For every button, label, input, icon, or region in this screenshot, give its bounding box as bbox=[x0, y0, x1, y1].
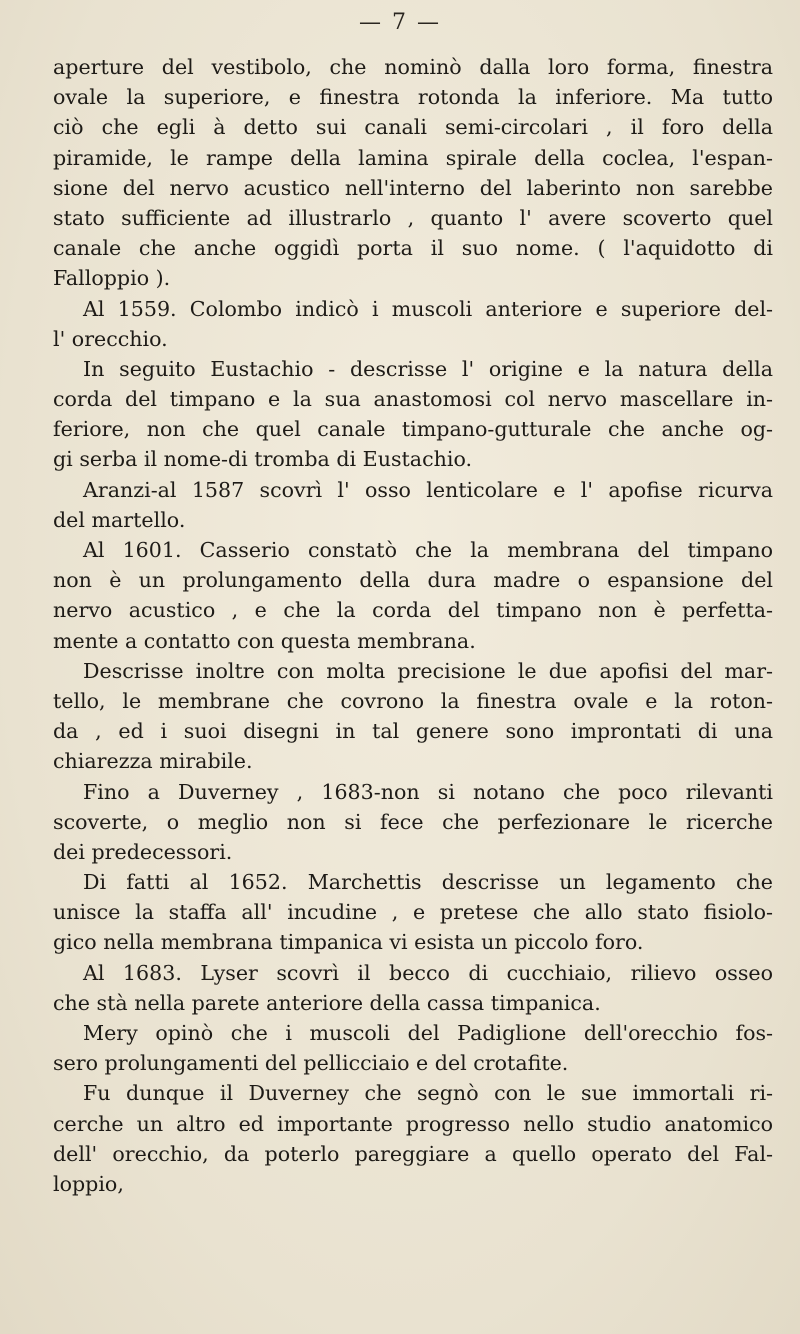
text-line: che stà nella parete anteriore della cassa timpanica. bbox=[53, 990, 601, 1015]
text-line: canale che anche oggidì porta il suo nome. ( l'aquidotto di bbox=[53, 236, 773, 261]
text-line: piramide, le rampe della lamina spirale della coclea, l'espan- bbox=[53, 145, 773, 170]
text-line: Fu dunque il Duverney che segnò con le sue immortali ri- bbox=[83, 1081, 773, 1106]
paragraph bbox=[53, 777, 773, 868]
text-line: ovale la superiore, e finestra rotonda la inferiore. Ma tutto bbox=[53, 85, 773, 110]
text-line: chiarezza mirabile. bbox=[53, 749, 253, 774]
text-line: mente a contatto con questa membrana. bbox=[53, 628, 476, 653]
paragraph bbox=[53, 867, 773, 958]
text-line: sero prolungamenti del pellicciaio e del crotafite. bbox=[53, 1051, 569, 1076]
text-line: gi serba il nome-di tromba di Eustachio. bbox=[53, 447, 473, 472]
text-line: Fino a Duverney , 1683-non si notano che poco rilevanti bbox=[83, 779, 773, 804]
text-line: Aranzi-al 1587 scovrì l' osso lenticolare e l' apofise ricurva bbox=[83, 477, 773, 502]
text-line: Al 1683. Lyser scovrì il becco di cucchiaio, rilievo osseo bbox=[83, 960, 773, 985]
text-line: corda del timpano e la sua anastomosi col nervo mascellare in- bbox=[53, 387, 773, 412]
text-line: In seguito Eustachio - descrisse l' origine e la natura della bbox=[83, 356, 773, 381]
text-line: Falloppio ). bbox=[53, 266, 171, 291]
paragraph bbox=[53, 1018, 773, 1078]
text-line: del martello. bbox=[53, 507, 186, 532]
text-line: unisce la staffa all' incudine , e pretese che allo stato fisiolo- bbox=[53, 900, 773, 925]
paragraph bbox=[53, 354, 773, 475]
page-number: — 7 — bbox=[359, 10, 441, 35]
text-line: Di fatti al 1652. Marchettis descrisse un legamento che bbox=[83, 870, 773, 895]
text-line: scoverte, o meglio non si fece che perfezionare le ricerche bbox=[53, 809, 773, 834]
text-line: Al 1601. Casserio constatò che la membrana del timpano bbox=[83, 538, 773, 562]
text-line: stato sufficiente ad illustrarlo , quanto l' avere scoverto quel bbox=[53, 205, 773, 230]
text-line: Mery opinò che i muscoli del Padiglione dell'orecchio fos- bbox=[83, 1021, 773, 1045]
text-line: da , ed i suoi disegni in tal genere sono improntati di una bbox=[53, 719, 773, 744]
text-line: Al 1559. Colombo indicò i muscoli anteriore e superiore del- bbox=[83, 296, 773, 321]
text-line: dei predecessori. bbox=[53, 839, 233, 864]
text-line: aperture del vestibolo, che nominò dalla loro forma, finestra bbox=[53, 55, 773, 79]
body-text bbox=[53, 52, 773, 1199]
text-line: ciò che egli à detto sui canali semi-circolari , il foro della bbox=[53, 115, 773, 140]
paragraph bbox=[53, 475, 773, 535]
text-line: feriore, non che quel canale timpano-gutturale che anche og- bbox=[53, 417, 773, 442]
text-line: nervo acustico , e che la corda del timpano non è perfetta- bbox=[53, 598, 773, 623]
text-line: non è un prolungamento della dura madre o espansione del bbox=[53, 568, 773, 593]
paragraph bbox=[53, 294, 773, 354]
paragraph bbox=[53, 958, 773, 1018]
paragraph bbox=[53, 52, 773, 294]
paragraph bbox=[53, 656, 773, 777]
paragraph bbox=[53, 1078, 773, 1199]
text-line: l' orecchio. bbox=[53, 326, 168, 351]
paragraph bbox=[53, 535, 773, 656]
text-line: dell' orecchio, da poterlo pareggiare a quello operato del Fal- bbox=[53, 1141, 773, 1166]
text-line: sione del nervo acustico nell'interno del laberinto non sarebbe bbox=[53, 175, 773, 200]
text-line: tello, le membrane che covrono la finestra ovale e la roton- bbox=[53, 688, 773, 713]
text-line: loppio, bbox=[53, 1171, 124, 1196]
text-line: cerche un altro ed importante progresso nello studio anatomico bbox=[53, 1111, 773, 1136]
text-line: gico nella membrana timpanica vi esista un piccolo foro. bbox=[53, 930, 644, 955]
text-line: Descrisse inoltre con molta precisione le due apofisi del mar- bbox=[83, 658, 773, 683]
